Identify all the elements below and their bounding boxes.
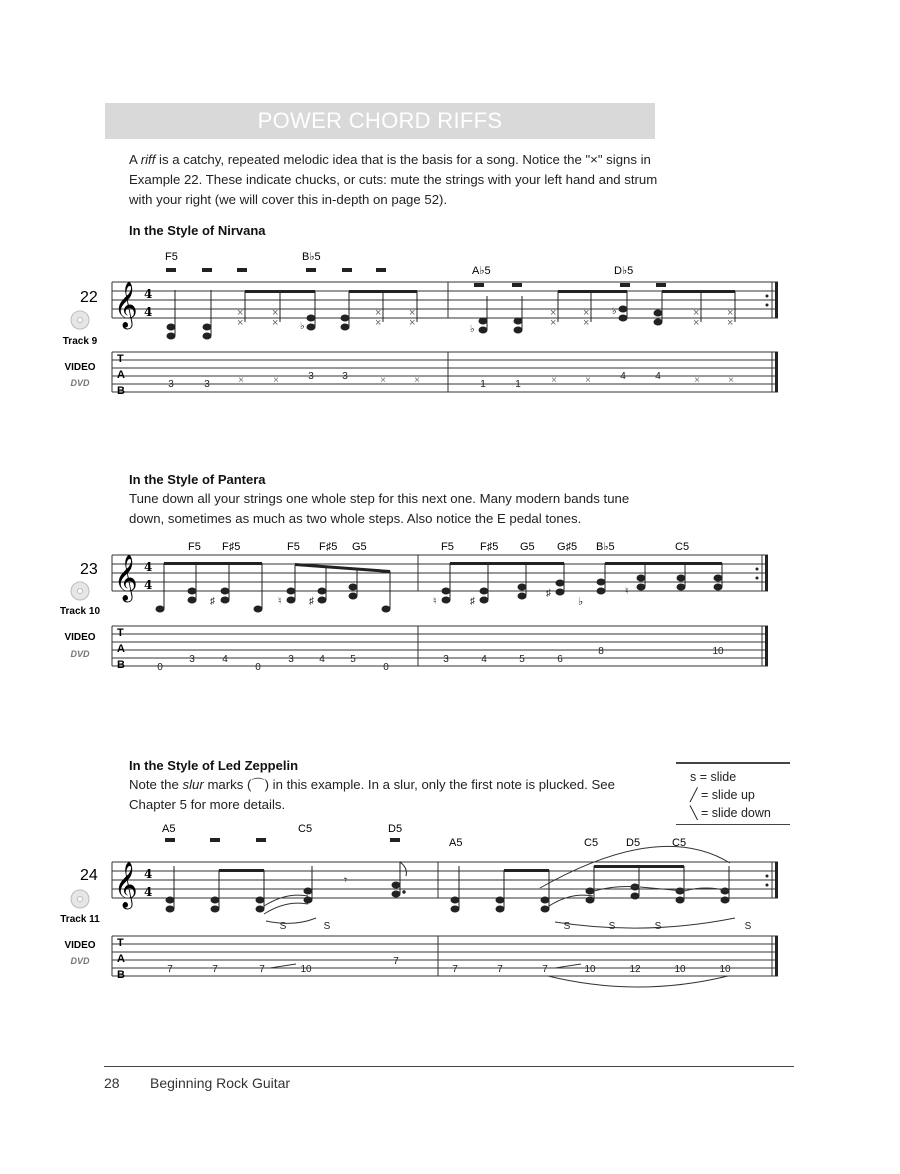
chord-name: C5 <box>584 837 599 849</box>
tab-number: 5 <box>350 654 356 665</box>
beam <box>594 865 684 868</box>
chord-name: G5 <box>520 541 535 553</box>
chord-name: F♯5 <box>319 541 338 553</box>
chord-name: D♭5 <box>614 265 634 277</box>
note <box>625 563 645 597</box>
chord-name: D5 <box>388 823 403 835</box>
accent-mark <box>376 268 386 272</box>
note <box>727 291 735 329</box>
rest: ♭ <box>578 596 584 608</box>
beam <box>504 869 549 872</box>
tab-number: × <box>273 375 279 386</box>
tab-number: × <box>414 375 420 386</box>
chord-name: F♯5 <box>222 541 241 553</box>
tab-number: 3 <box>308 371 314 382</box>
accent-mark <box>256 838 266 842</box>
note <box>211 870 219 912</box>
accent-mark <box>512 283 522 287</box>
note <box>278 565 295 607</box>
note <box>203 290 211 339</box>
slur-term: slur <box>182 777 204 792</box>
accent-mark <box>237 268 247 272</box>
slide-mark: S <box>323 921 331 932</box>
video-label: VIDEO <box>64 940 96 951</box>
svg-text:×: × <box>550 317 557 329</box>
tab-number: 7 <box>497 964 503 975</box>
footer-rule <box>104 1066 794 1067</box>
cd-icon <box>71 311 89 329</box>
svg-text:×: × <box>237 317 244 329</box>
book-title: Beginning Rock Guitar <box>150 1075 291 1091</box>
note <box>541 870 549 912</box>
tab-number: 3 <box>189 654 195 665</box>
svg-text:A: A <box>117 369 125 381</box>
intro-paragraph: A riff is a catchy, repeated melodic idea that is the basis for a song. Notice the "×" signs in Example 22. These indicate chucks, or cuts: mute the strings with your left hand and strum with your right (we will cover this in-depth on page 52). <box>129 152 658 207</box>
tab-number: 0 <box>157 662 163 673</box>
note <box>714 563 722 590</box>
svg-text:♯: ♯ <box>546 588 551 599</box>
svg-text:×: × <box>375 307 382 319</box>
svg-text:♭: ♭ <box>300 321 305 332</box>
time-sig-top: 4 <box>144 560 153 574</box>
svg-text:×: × <box>237 307 244 319</box>
chord-name: C5 <box>672 837 687 849</box>
accent-mark <box>202 268 212 272</box>
cd-icon <box>71 890 89 908</box>
tab-number: × <box>238 375 244 386</box>
svg-text:♯: ♯ <box>210 596 215 607</box>
svg-text:♯: ♯ <box>309 596 314 607</box>
tab-number: 3 <box>342 371 348 382</box>
legend-slide-up: ╱ = slide up <box>690 788 755 802</box>
example-22 <box>63 251 778 397</box>
treble-clef: 𝄞 <box>114 862 138 908</box>
dvd-logo: DVD <box>70 378 90 388</box>
accent-mark <box>342 268 352 272</box>
note <box>210 563 229 607</box>
chord-name: A5 <box>449 837 463 849</box>
svg-text:B: B <box>117 659 125 671</box>
tab-number: 3 <box>288 654 294 665</box>
page-number: 28 <box>104 1075 120 1091</box>
chord-name: F5 <box>287 541 300 553</box>
treble-clef: 𝄞 <box>114 282 138 328</box>
time-sig-top: 4 <box>144 287 153 301</box>
note <box>470 563 488 607</box>
example-24 <box>60 823 778 987</box>
note <box>654 291 662 325</box>
tab-number: 10 <box>300 964 312 975</box>
slide-mark: S <box>654 921 662 932</box>
svg-text:×: × <box>409 307 416 319</box>
example-number: 23 <box>80 561 98 578</box>
tab-number: 12 <box>629 964 641 975</box>
beam <box>245 290 315 293</box>
tab-number: 7 <box>542 964 548 975</box>
tab-number: 1 <box>480 379 486 390</box>
svg-text:♮: ♮ <box>625 586 629 597</box>
tab-staff <box>112 626 768 666</box>
tab-number: 10 <box>674 964 686 975</box>
beam <box>450 562 564 565</box>
note <box>375 291 383 329</box>
track-label: Track 9 <box>62 336 98 347</box>
example-number: 22 <box>80 289 98 306</box>
beam <box>349 290 417 293</box>
tab-number: 7 <box>212 964 218 975</box>
beam <box>164 562 262 565</box>
svg-text:B: B <box>117 385 125 397</box>
note <box>546 563 564 599</box>
pantera-text: Tune down all your strings one whole step for this next one. Many modern bands tune down, sometimes as much as two whole steps. Also notice the E pedal tones. <box>129 491 630 526</box>
tab-number: × <box>694 375 700 386</box>
tab-number: 0 <box>255 662 261 673</box>
tab-number: 4 <box>319 654 325 665</box>
slide-mark: S <box>608 921 616 932</box>
tab-number: 6 <box>557 654 563 665</box>
chord-name: B♭5 <box>302 251 321 263</box>
banner-title: POWER CHORD RIFFS <box>257 108 503 133</box>
legend-slide-down: ╲ = slide down <box>690 806 771 820</box>
note <box>496 870 504 912</box>
chord-name: F5 <box>188 541 201 553</box>
svg-text:×: × <box>727 307 734 319</box>
tab-number: × <box>585 375 591 386</box>
riff-term: riff <box>140 152 156 167</box>
note <box>597 563 605 594</box>
tab-number: 10 <box>719 964 731 975</box>
notation-staff <box>112 555 768 591</box>
note <box>550 291 558 329</box>
time-sig-bottom: 4 <box>144 578 153 592</box>
tab-number: 10 <box>584 964 596 975</box>
note <box>156 563 164 612</box>
legend-slide: s = slide <box>690 770 737 784</box>
tab-number: × <box>551 375 557 386</box>
treble-clef: 𝄞 <box>114 555 138 601</box>
cd-icon <box>71 582 89 600</box>
svg-text:A: A <box>117 643 125 655</box>
chord-name: F5 <box>441 541 454 553</box>
note <box>237 291 245 329</box>
chord-name: C5 <box>298 823 313 835</box>
chord-name: G5 <box>352 541 367 553</box>
note <box>676 866 684 903</box>
svg-text:♮: ♮ <box>278 596 282 607</box>
tab-number: 8 <box>598 646 604 657</box>
note <box>409 291 417 329</box>
svg-text:×: × <box>550 307 557 319</box>
chord-name: A♭5 <box>472 265 491 277</box>
note <box>721 866 729 903</box>
note <box>470 296 487 335</box>
note <box>433 563 450 607</box>
chord-name: D5 <box>626 837 641 849</box>
accent-mark <box>474 283 484 287</box>
svg-text:T: T <box>117 937 124 949</box>
heading-nirvana: In the Style of Nirvana <box>129 223 266 238</box>
tab-number: 4 <box>481 654 487 665</box>
video-label: VIDEO <box>64 362 96 373</box>
note <box>341 291 349 330</box>
tab-end-bar <box>765 626 768 666</box>
note <box>583 291 591 329</box>
chord-name: F5 <box>165 251 178 263</box>
note <box>693 291 701 329</box>
accent-mark <box>210 838 220 842</box>
tab-number: × <box>380 375 386 386</box>
time-sig-top: 4 <box>144 867 153 881</box>
chord-name: C5 <box>675 541 690 553</box>
svg-text:♭: ♭ <box>612 306 617 317</box>
tab-number: 5 <box>519 654 525 665</box>
svg-text:T: T <box>117 353 124 365</box>
tab-end-bar <box>775 352 778 392</box>
chord-name: F♯5 <box>480 541 499 553</box>
tab-number: 4 <box>655 371 661 382</box>
note <box>188 563 196 603</box>
example-23 <box>60 541 768 673</box>
beam <box>558 290 627 293</box>
chord-name: B♭5 <box>596 541 615 553</box>
note <box>167 290 175 339</box>
tab-number: 7 <box>452 964 458 975</box>
dvd-logo: DVD <box>70 956 90 966</box>
tab-number: 0 <box>383 662 389 673</box>
svg-text:B: B <box>117 969 125 981</box>
note <box>514 296 522 333</box>
note <box>300 291 315 332</box>
svg-text:×: × <box>375 317 382 329</box>
note <box>586 866 594 903</box>
note <box>518 563 526 599</box>
svg-text:×: × <box>272 307 279 319</box>
svg-text:×: × <box>693 317 700 329</box>
tab-number: 7 <box>393 956 399 967</box>
svg-text:♮: ♮ <box>433 596 437 607</box>
beam <box>662 290 735 293</box>
tab-number: 3 <box>204 379 210 390</box>
note <box>254 563 262 612</box>
note <box>272 291 280 329</box>
svg-text:♯: ♯ <box>470 596 475 607</box>
track-label: Track 11 <box>60 914 100 925</box>
svg-text:×: × <box>272 317 279 329</box>
rest: 𝄾 <box>344 873 348 887</box>
chord-name: A5 <box>162 823 176 835</box>
tab-number: 4 <box>620 371 626 382</box>
time-sig-bottom: 4 <box>144 885 153 899</box>
slide-mark: S <box>279 921 287 932</box>
tab-number: 1 <box>515 379 521 390</box>
accent-mark <box>165 838 175 842</box>
tab-number: 7 <box>259 964 265 975</box>
svg-text:♭: ♭ <box>470 324 475 335</box>
svg-text:×: × <box>693 307 700 319</box>
heading-led-zeppelin: In the Style of Led Zeppelin <box>129 758 299 773</box>
dvd-logo: DVD <box>70 649 90 659</box>
track-label: Track 10 <box>59 606 101 617</box>
svg-text:×: × <box>727 317 734 329</box>
svg-text:A: A <box>117 953 125 965</box>
chord-name: G♯5 <box>557 541 578 553</box>
led-zeppelin-text: Note the slur marks (⌒) in this example. In a slur, only the first note is plucked. See Chapter 5 for more details. <box>129 777 615 812</box>
note <box>256 870 264 912</box>
tab-number: 10 <box>712 646 724 657</box>
tab-end-bar <box>775 936 778 976</box>
notation-staff <box>112 282 778 318</box>
accent-mark <box>390 838 400 842</box>
tab-number: 3 <box>168 379 174 390</box>
video-label: VIDEO <box>64 632 96 643</box>
beam <box>605 562 722 565</box>
note <box>304 866 312 903</box>
note <box>309 566 326 607</box>
time-sig-bottom: 4 <box>144 305 153 319</box>
svg-text:T: T <box>117 627 124 639</box>
accent-mark <box>620 283 630 287</box>
slurs <box>264 846 735 928</box>
tab-staff <box>112 352 778 392</box>
tab-number: 3 <box>443 654 449 665</box>
accent-mark <box>306 268 316 272</box>
tab-number: 4 <box>222 654 228 665</box>
tab-number: 7 <box>167 964 173 975</box>
accent-mark <box>166 268 176 272</box>
note <box>612 291 627 321</box>
svg-text:×: × <box>409 317 416 329</box>
svg-text:×: × <box>583 317 590 329</box>
heading-pantera: In the Style of Pantera <box>129 472 266 487</box>
note <box>677 563 685 590</box>
tab-number: × <box>728 375 734 386</box>
example-number: 24 <box>80 867 98 884</box>
slide-mark: S <box>563 921 571 932</box>
slide-mark: S <box>744 921 752 932</box>
svg-text:×: × <box>583 307 590 319</box>
accent-mark <box>656 283 666 287</box>
beam <box>219 869 264 872</box>
